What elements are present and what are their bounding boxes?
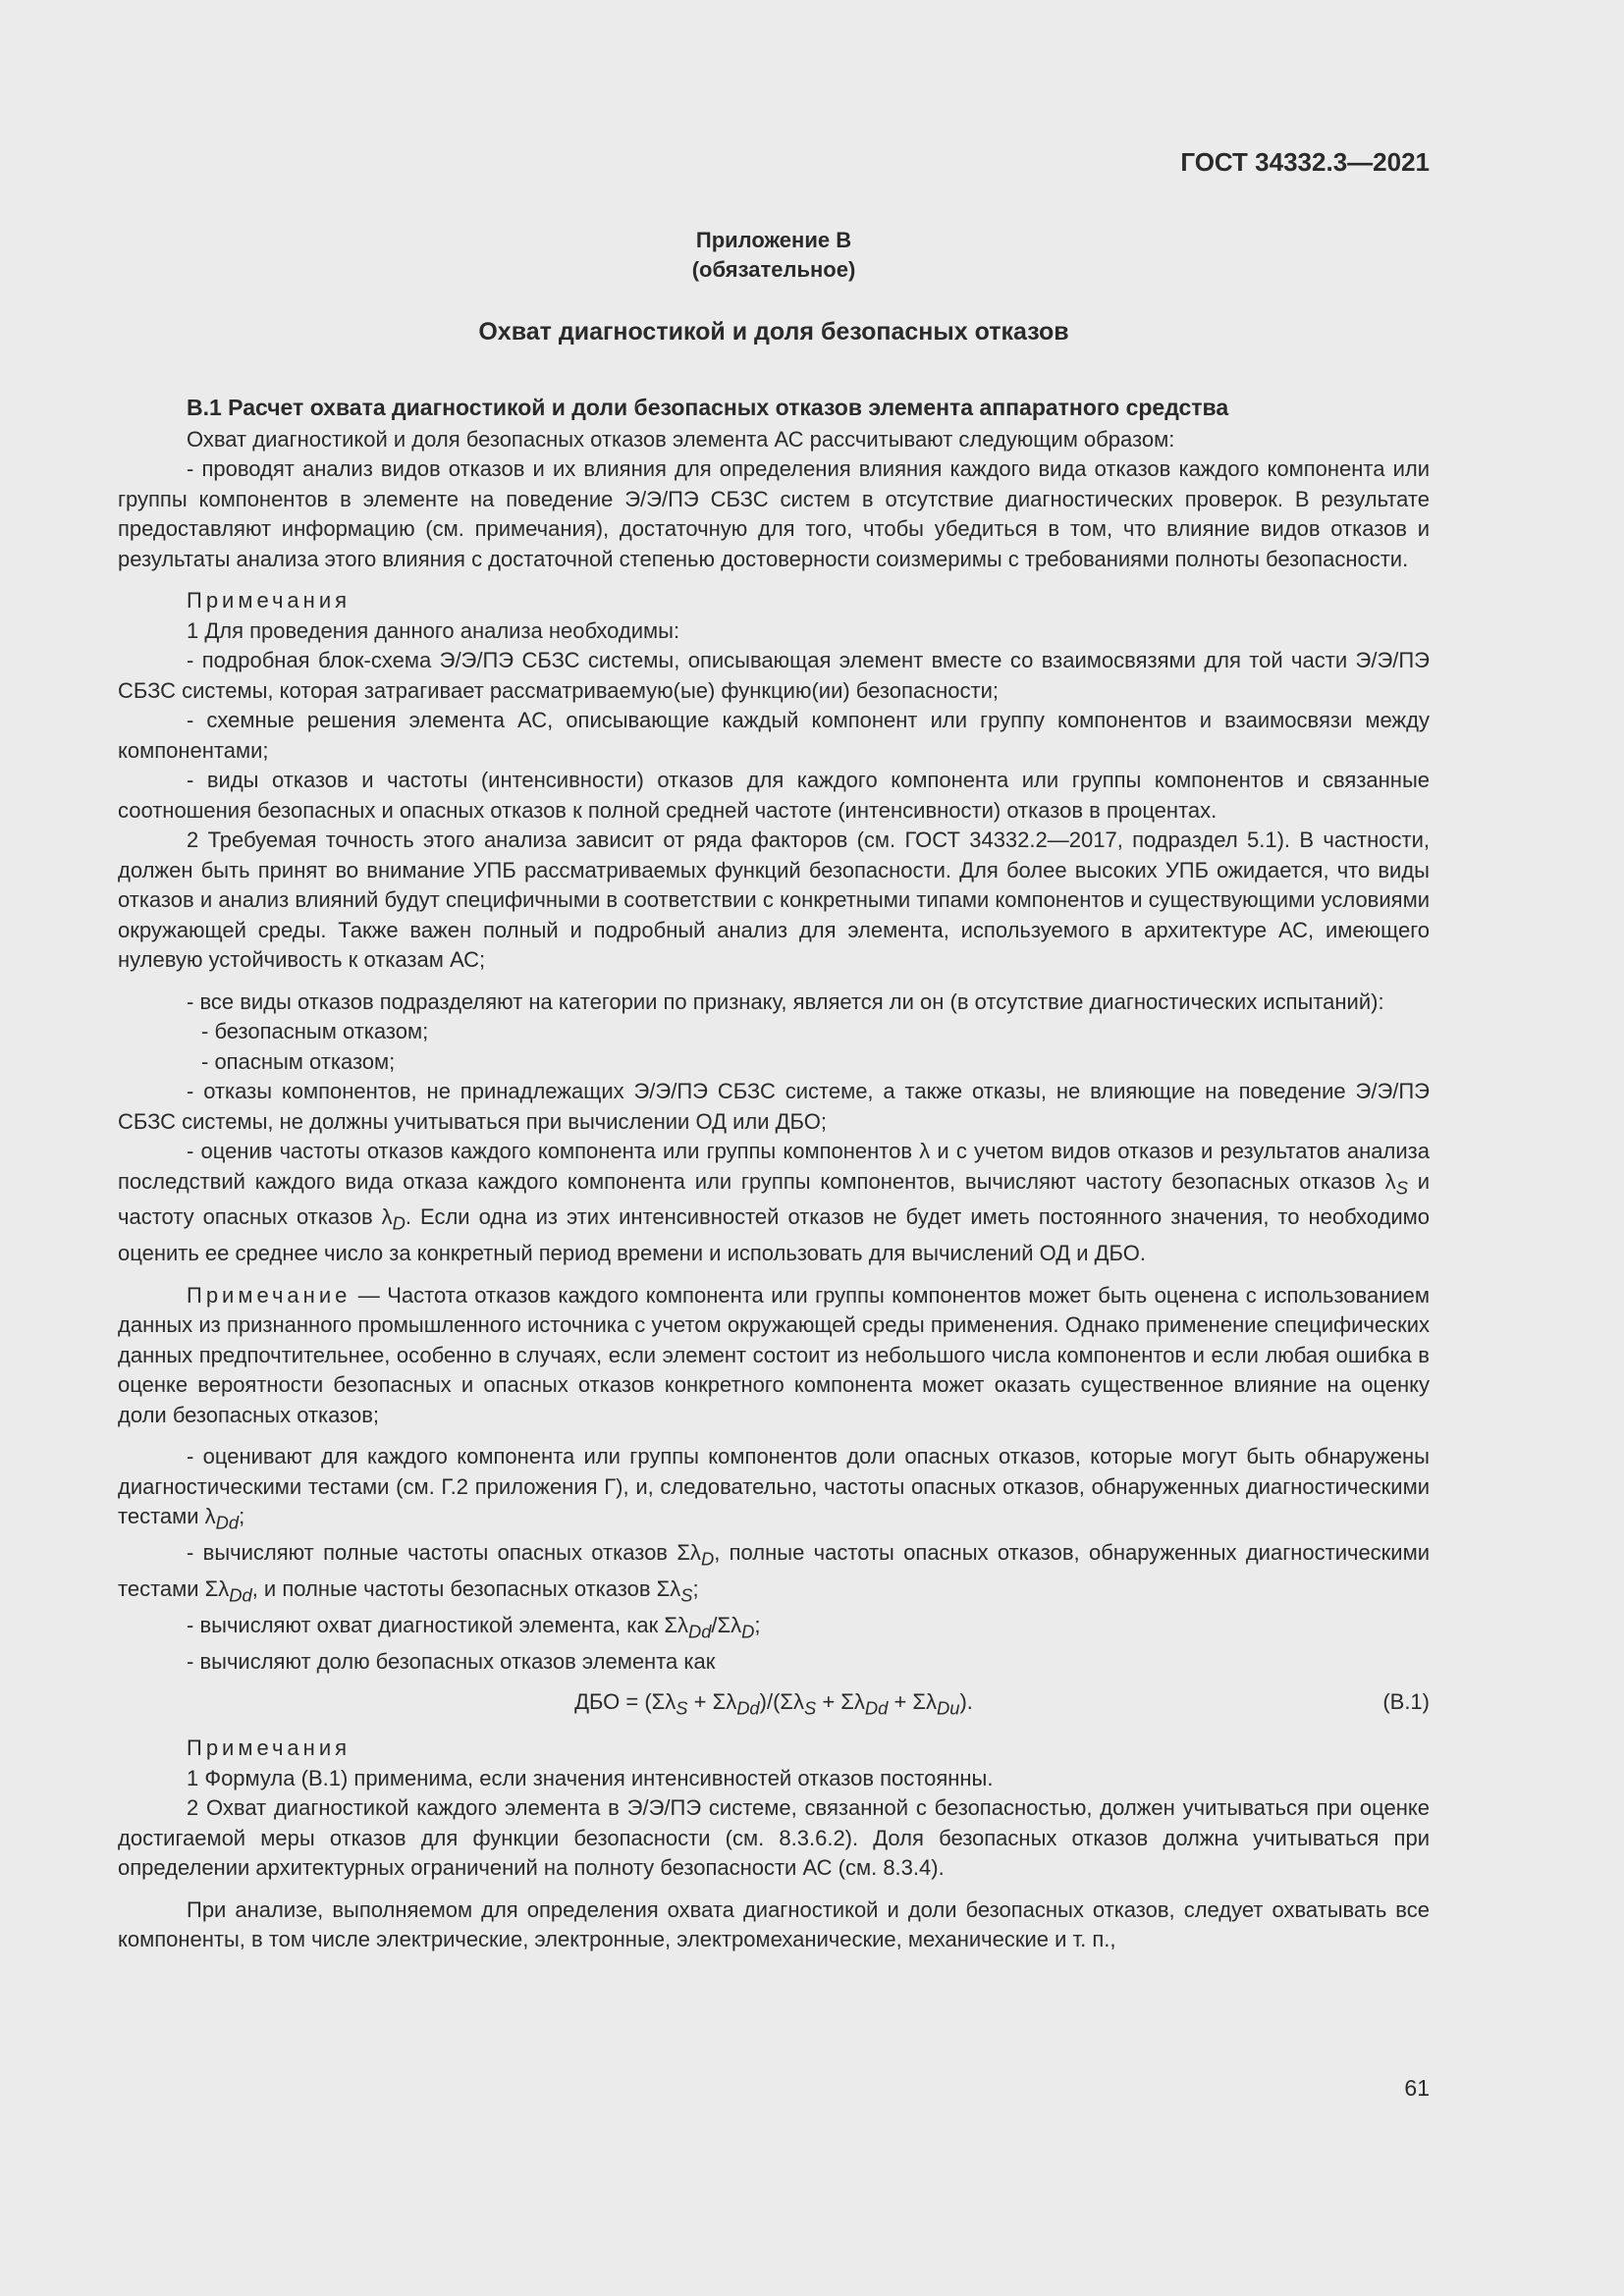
note-item: - схемные решения элемента АС, описывающие каждый компонент или группу компонентов и взаимосвязи между компонентами;	[118, 708, 1430, 763]
formula-b1	[118, 1681, 1430, 1724]
page-number: 61	[1404, 2075, 1430, 2101]
paragraph: - оценивают для каждого компонента или группы компонентов доли опасных отказов, которые могут быть обнаружены диагностическими тестами (см. Г.2 приложения Г), и, следовательно, частоты опасных отказов, обнаруженных диагностическими тестами $\lambda_{Dd}$;	[118, 1444, 1430, 1533]
paragraph: При анализе, выполняемом для определения охвата диагностикой и доли безопасных отказов, следует охватывать все компоненты, в том числе электрические, электронные, электромеханические, механические и т. п.,	[118, 1896, 1430, 1952]
note-item: - виды отказов и частоты (интенсивности) отказов для каждого компонента или группы компонентов и связанные соотношения безопасных и опасных отказов к полной средней частоте (интенсивности) отказов в процентах.	[118, 768, 1430, 823]
list-item: - опасным отказом;	[201, 1048, 396, 1074]
section-heading: В.1 Расчет охвата диагностикой и доли безопасных отказов элемента аппаратного средства	[187, 395, 1229, 420]
paragraph: - оценив частоты отказов каждого компонента или группы компонентов λ и с учетом видов отказов и результатов анализа последствий каждого вида отказа каждого компонента или группы компонентов, вычисляют частоту безопасных отказов $\lambda_S$ и частоту опасных отказов $\lambda_D$. Если одна из этих интенсивностей отказов не будет иметь постоянного значения, то необходимо оценить ее среднее число за конкретный период времени и использовать для вычислений ОД и ДБО.	[118, 1139, 1430, 1266]
paragraph: - все виды отказов подразделяют на категории по признаку, является ли он (в отсутствие диагностических испытаний):	[187, 988, 1384, 1014]
annex-name: Приложение В	[695, 228, 852, 252]
note-item: 2 Охват диагностикой каждого элемента в Э/Э/ПЭ системе, связанной с безопасностью, должен учитываться при оценке достигаемой меры отказов для функции безопасности (см. 8.3.6.2). Доля безопасных отказов должна учитываться при определении архитектурных ограничений на полноту безопасности АС (см. 8.3.4).	[118, 1795, 1430, 1881]
note-item: 2 Требуемая точность этого анализа зависит от ряда факторов (см. ГОСТ 34332.2—2017, подраздел 5.1). В частности, должен быть принят во внимание УПБ рассматриваемых функций безопасности. Для более высоких УПБ ожидается, что виды отказов и анализ влияний будут специфичными в соответствии с конкретными типами компонентов и существующими условиями окружающей среды. Также важен полный и подробный анализ для элемента, используемого в архитектуре АС, имеющего нулевую устойчивость к отказам АС;	[118, 828, 1430, 972]
standard-header: ГОСТ 34332.3—2021	[1180, 147, 1430, 177]
note-item: - подробная блок-схема Э/Э/ПЭ СБЗС системы, описывающая элемент вместе со взаимосвязями для той части Э/Э/ПЭ СБЗС системы, которая затрагивает рассматриваемую(ые) функцию(ии) безопасности;	[118, 648, 1430, 703]
formula-number: (В.1)	[1382, 1689, 1430, 1715]
notes-label: Примечания	[187, 588, 352, 613]
paragraph: - вычисляют долю безопасных отказов элемента как	[187, 1648, 716, 1674]
notes-label: Примечания	[187, 1735, 352, 1761]
document-body	[118, 393, 1430, 1955]
note-item: 1 Формула (В.1) применима, если значения интенсивностей отказов постоянны.	[187, 1765, 994, 1790]
paragraph: - вычисляют полные частоты опасных отказов $\Sigma\lambda_D$, полные частоты опасных отказов, обнаруженных диагностическими тестами $\Sigma\lambda_{Dd}$, и полные частоты безопасных отказов $\Sigma\lambda_S$;	[118, 1540, 1431, 1606]
annex-heading	[118, 226, 1430, 285]
annex-title: Охват диагностикой и доля безопасных отказов	[478, 318, 1069, 346]
note-paragraph: Примечание — Частота отказов каждого компонента или группы компонентов может быть оценена с использованием данных из признанного промышленного источника с учетом окружающей среды применения. Однако применение специфических данных предпочтительнее, особенно в случаях, если элемент состоит из небольшого числа компонентов и если любая ошибка в оценке вероятности безопасных и опасных отказов конкретного компонента может оказать существенное влияние на оценку доли безопасных отказов;	[118, 1282, 1430, 1427]
paragraph: - отказы компонентов, не принадлежащих Э/Э/ПЭ СБЗС системе, а также отказы, не влияющие на поведение Э/Э/ПЭ СБЗС системы, не должны учитываться при вычислении ОД или ДБО;	[118, 1079, 1430, 1134]
formula-expression: ДБО = $(\Sigma\lambda_S + \Sigma\lambda_{Dd})/(\Sigma\lambda_S + \Sigma\lambda_{Dd} + \Sigma\lambda_{Du})$.	[574, 1689, 973, 1719]
paragraph: - проводят анализ видов отказов и их влияния для определения влияния каждого вида отказов каждого компонента или группы компонентов в элементе на поведение Э/Э/ПЭ СБЗС систем в отсутствие диагностических проверок. В результате предоставляют информацию (см. примечания), достаточную для того, чтобы убедиться в том, что влияние видов отказов и результаты анализа этого влияния с достаточной степенью достоверности соизмеримы с требованиями полноты безопасности.	[118, 456, 1430, 571]
paragraph: Охват диагностикой и доля безопасных отказов элемента АС рассчитывают следующим образом:	[187, 426, 1175, 452]
note-item: 1 Для проведения данного анализа необходимы:	[187, 617, 680, 643]
paragraph: - вычисляют охват диагностикой элемента, как $\Sigma\lambda_{Dd}/\Sigma\lambda_D$;	[187, 1612, 761, 1642]
note-label: Примечание	[187, 1282, 352, 1308]
annex-status: (обязательное)	[691, 257, 856, 282]
list-item: - безопасным отказом;	[201, 1019, 429, 1043]
